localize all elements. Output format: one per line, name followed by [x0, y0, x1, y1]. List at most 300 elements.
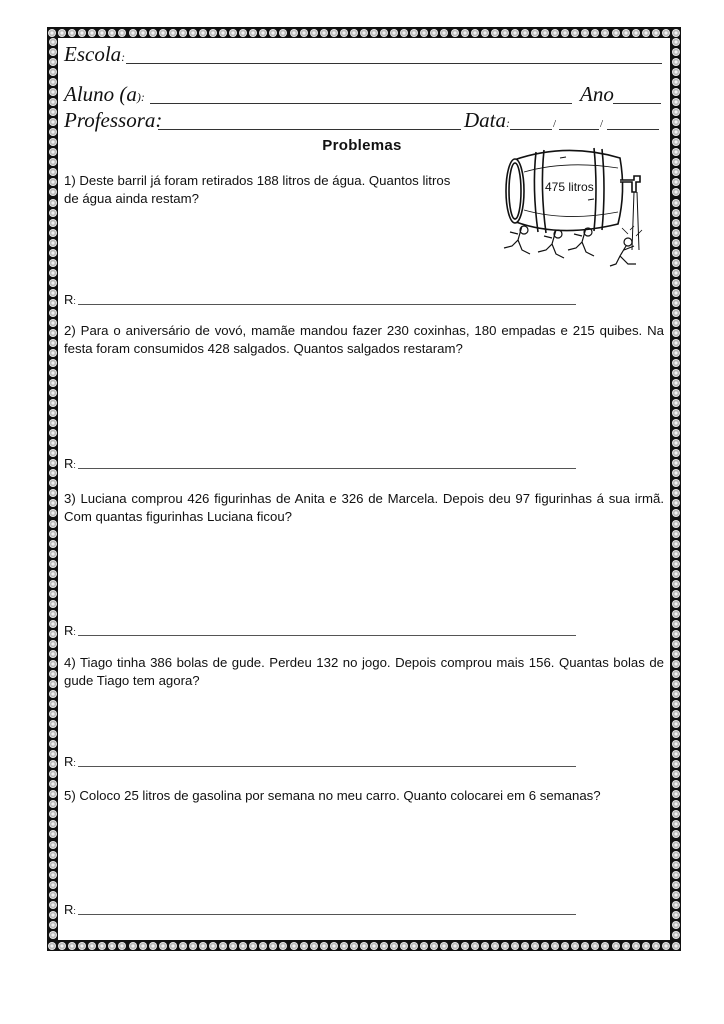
flower-icon — [49, 269, 57, 277]
flower-icon — [49, 339, 57, 347]
flower-icon — [229, 29, 237, 37]
flower-icon — [440, 29, 448, 37]
date-separator: / — [553, 118, 557, 130]
flower-icon — [471, 29, 479, 37]
flower-icon — [672, 590, 680, 598]
flower-icon — [49, 750, 57, 758]
flower-icon — [672, 620, 680, 628]
flower-icon — [58, 942, 66, 950]
answer-line[interactable] — [78, 304, 576, 305]
flower-icon — [672, 78, 680, 86]
flower-icon — [320, 942, 328, 950]
flower-icon — [672, 760, 680, 768]
flower-icon — [672, 329, 680, 337]
year-field[interactable] — [613, 103, 661, 104]
flower-icon — [330, 29, 338, 37]
flower-icon — [199, 29, 207, 37]
flower-icon — [49, 901, 57, 909]
flower-icon — [672, 600, 680, 608]
flower-icon — [451, 29, 459, 37]
answer-line[interactable] — [78, 635, 576, 636]
flower-icon — [49, 419, 57, 427]
flower-icon — [189, 942, 197, 950]
answer-label: R: — [64, 623, 76, 638]
answer-line[interactable] — [78, 914, 576, 915]
date-month-field[interactable] — [559, 129, 599, 130]
flower-icon — [78, 942, 86, 950]
flower-icon — [129, 29, 137, 37]
flower-icon — [672, 259, 680, 267]
flower-icon — [491, 942, 499, 950]
flower-icon — [672, 229, 680, 237]
flower-icon — [672, 871, 680, 879]
flower-icon — [239, 29, 247, 37]
flower-icon — [149, 942, 157, 950]
flower-icon — [78, 29, 86, 37]
flower-icon — [49, 259, 57, 267]
flower-icon — [370, 942, 378, 950]
flower-icon — [49, 239, 57, 247]
flower-icon — [49, 630, 57, 638]
flower-icon — [672, 29, 680, 37]
flower-icon — [49, 911, 57, 919]
flower-icon — [49, 389, 57, 397]
flower-icon — [49, 88, 57, 96]
flower-icon — [471, 942, 479, 950]
flower-icon — [642, 942, 650, 950]
date-separator: / — [600, 118, 604, 130]
flower-icon — [269, 942, 277, 950]
flower-icon — [49, 219, 57, 227]
flower-icon — [49, 851, 57, 859]
flower-icon — [49, 540, 57, 548]
flower-icon — [199, 942, 207, 950]
flower-icon — [49, 359, 57, 367]
flower-icon — [340, 942, 348, 950]
flower-icon — [672, 439, 680, 447]
flower-icon — [49, 279, 57, 287]
flower-icon — [49, 830, 57, 838]
flower-icon — [169, 29, 177, 37]
flower-icon — [49, 319, 57, 327]
flower-icon — [49, 128, 57, 136]
flower-icon — [49, 38, 57, 46]
flower-icon — [49, 861, 57, 869]
flower-icon — [49, 459, 57, 467]
flower-icon — [622, 29, 630, 37]
flower-icon — [672, 48, 680, 56]
student-field[interactable] — [150, 103, 572, 104]
date-label: Data: — [464, 108, 510, 132]
flower-icon — [49, 409, 57, 417]
flower-icon — [249, 29, 257, 37]
flower-icon — [118, 29, 126, 37]
flower-icon — [601, 29, 609, 37]
flower-icon — [672, 279, 680, 287]
flower-icon — [269, 29, 277, 37]
flower-icon — [672, 841, 680, 849]
question-4: 4) Tiago tinha 386 bolas de gude. Perdeu 132 no jogo. Depois comprou mais 156. Quantas bolas de gude Tiago tem agora? — [64, 655, 664, 688]
flower-icon — [672, 299, 680, 307]
flower-icon — [571, 942, 579, 950]
border-left — [47, 38, 58, 940]
flower-icon — [511, 942, 519, 950]
flower-icon — [410, 29, 418, 37]
flower-icon — [672, 640, 680, 648]
question-5: 5) Coloco 25 litros de gasolina por semana no meu carro. Quanto colocarei em 6 semanas? — [64, 788, 601, 803]
barrel-capacity-label: 475 litros — [545, 180, 594, 194]
flower-icon — [259, 29, 267, 37]
flower-icon — [601, 942, 609, 950]
flower-icon — [360, 29, 368, 37]
flower-icon — [239, 942, 247, 950]
flower-icon — [672, 830, 680, 838]
flower-icon — [360, 942, 368, 950]
flower-icon — [672, 199, 680, 207]
flower-icon — [300, 29, 308, 37]
flower-icon — [672, 820, 680, 828]
flower-icon — [612, 942, 620, 950]
answer-line[interactable] — [78, 468, 576, 469]
flower-icon — [98, 29, 106, 37]
flower-icon — [581, 29, 589, 37]
flower-icon — [49, 670, 57, 678]
flower-icon — [672, 58, 680, 66]
flower-icon — [451, 942, 459, 950]
border-bottom — [47, 940, 681, 951]
flower-icon — [49, 570, 57, 578]
flower-icon — [179, 29, 187, 37]
flower-icon — [511, 29, 519, 37]
flower-icon — [672, 610, 680, 618]
flower-icon — [290, 942, 298, 950]
flower-icon — [219, 29, 227, 37]
flower-icon — [672, 38, 680, 46]
flower-icon — [49, 620, 57, 628]
flower-icon — [672, 670, 680, 678]
flower-icon — [49, 891, 57, 899]
flower-icon — [672, 158, 680, 166]
flower-icon — [672, 550, 680, 558]
flower-icon — [48, 29, 56, 37]
flower-icon — [672, 88, 680, 96]
flower-icon — [672, 750, 680, 758]
flower-icon — [49, 700, 57, 708]
flower-icon — [49, 820, 57, 828]
flower-icon — [521, 29, 529, 37]
flower-icon — [49, 841, 57, 849]
date-day-field[interactable] — [510, 129, 552, 130]
flower-icon — [49, 188, 57, 196]
flower-icon — [672, 108, 680, 116]
flower-icon — [219, 942, 227, 950]
flower-icon — [632, 29, 640, 37]
flower-icon — [249, 942, 257, 950]
flower-icon — [49, 289, 57, 297]
flower-icon — [612, 29, 620, 37]
flower-icon — [49, 349, 57, 357]
flower-icon — [440, 942, 448, 950]
answer-label: R: — [64, 456, 76, 471]
flower-icon — [159, 942, 167, 950]
flower-icon — [672, 931, 680, 939]
flower-icon — [430, 29, 438, 37]
flower-icon — [672, 540, 680, 548]
flower-icon — [49, 229, 57, 237]
answer-label: R: — [64, 292, 76, 307]
flower-icon — [400, 29, 408, 37]
flower-icon — [49, 479, 57, 487]
flower-icon — [49, 680, 57, 688]
flower-icon — [49, 730, 57, 738]
question-3: 3) Luciana comprou 426 figurinhas de Anita e 326 de Marcela. Depois deu 97 figurinhas á sua irmã. Com quantas figurinhas Luciana ficou? — [64, 491, 664, 524]
flower-icon — [49, 600, 57, 608]
flower-icon — [330, 942, 338, 950]
flower-icon — [531, 942, 539, 950]
flower-icon — [672, 369, 680, 377]
flower-icon — [672, 891, 680, 899]
school-field[interactable] — [126, 63, 662, 64]
flower-icon — [259, 942, 267, 950]
flower-icon — [672, 188, 680, 196]
flower-icon — [531, 29, 539, 37]
barrel-illustration — [500, 138, 664, 278]
flower-icon — [49, 158, 57, 166]
flower-icon — [49, 309, 57, 317]
flower-icon — [88, 942, 96, 950]
flower-icon — [108, 29, 116, 37]
flower-icon — [672, 942, 680, 950]
flower-icon — [662, 29, 670, 37]
flower-icon — [49, 439, 57, 447]
flower-icon — [49, 469, 57, 477]
flower-icon — [49, 931, 57, 939]
flower-icon — [279, 29, 287, 37]
flower-icon — [49, 209, 57, 217]
flower-icon — [672, 720, 680, 728]
flower-icon — [672, 911, 680, 919]
flower-icon — [98, 942, 106, 950]
flower-icon — [58, 29, 66, 37]
flower-icon — [350, 942, 358, 950]
flower-icon — [310, 29, 318, 37]
flower-icon — [672, 509, 680, 517]
flower-icon — [591, 29, 599, 37]
flower-icon — [672, 690, 680, 698]
flower-icon — [672, 570, 680, 578]
flower-icon — [672, 168, 680, 176]
flower-icon — [672, 399, 680, 407]
flower-icon — [430, 942, 438, 950]
flower-icon — [561, 942, 569, 950]
flower-icon — [179, 942, 187, 950]
flower-icon — [49, 740, 57, 748]
flower-icon — [571, 29, 579, 37]
flower-icon — [49, 520, 57, 528]
flower-icon — [672, 128, 680, 136]
flower-icon — [652, 942, 660, 950]
flower-icon — [541, 29, 549, 37]
flower-icon — [672, 68, 680, 76]
flower-icon — [672, 881, 680, 889]
flower-icon — [49, 68, 57, 76]
student-label: Aluno (a): — [64, 82, 145, 106]
flower-icon — [581, 942, 589, 950]
teacher-label: Professora: — [64, 108, 163, 132]
flower-icon — [672, 710, 680, 718]
flower-icon — [49, 650, 57, 658]
flower-icon — [672, 239, 680, 247]
flower-icon — [672, 530, 680, 538]
flower-icon — [49, 760, 57, 768]
flower-icon — [672, 449, 680, 457]
flower-icon — [49, 379, 57, 387]
flower-icon — [209, 942, 217, 950]
flower-icon — [49, 800, 57, 808]
answer-line[interactable] — [78, 766, 576, 767]
border-top — [47, 27, 681, 38]
flower-icon — [672, 770, 680, 778]
flower-icon — [49, 78, 57, 86]
flower-icon — [68, 942, 76, 950]
flower-icon — [49, 329, 57, 337]
flower-icon — [672, 680, 680, 688]
flower-icon — [49, 770, 57, 778]
flower-icon — [49, 881, 57, 889]
flower-icon — [49, 449, 57, 457]
flower-icon — [49, 98, 57, 106]
flower-icon — [229, 942, 237, 950]
teacher-field[interactable] — [158, 129, 461, 130]
flower-icon — [672, 339, 680, 347]
flower-icon — [501, 29, 509, 37]
flower-icon — [390, 29, 398, 37]
flower-icon — [672, 479, 680, 487]
flower-icon — [672, 499, 680, 507]
flower-icon — [350, 29, 358, 37]
flower-icon — [49, 640, 57, 648]
flower-icon — [672, 700, 680, 708]
flower-icon — [49, 299, 57, 307]
flower-icon — [541, 942, 549, 950]
flower-icon — [672, 790, 680, 798]
flower-icon — [49, 108, 57, 116]
flower-icon — [672, 459, 680, 467]
flower-icon — [672, 209, 680, 217]
flower-icon — [49, 610, 57, 618]
flower-icon — [551, 29, 559, 37]
flower-icon — [49, 660, 57, 668]
flower-icon — [672, 520, 680, 528]
flower-icon — [491, 29, 499, 37]
flower-icon — [49, 720, 57, 728]
flower-icon — [672, 650, 680, 658]
flower-icon — [672, 730, 680, 738]
flower-icon — [49, 199, 57, 207]
flower-icon — [49, 580, 57, 588]
flower-icon — [49, 790, 57, 798]
flower-icon — [672, 901, 680, 909]
flower-icon — [551, 942, 559, 950]
flower-icon — [49, 58, 57, 66]
flower-icon — [49, 871, 57, 879]
flower-icon — [672, 249, 680, 257]
flower-icon — [481, 942, 489, 950]
flower-icon — [672, 359, 680, 367]
flower-icon — [49, 178, 57, 186]
flower-icon — [672, 309, 680, 317]
border-right — [670, 38, 681, 940]
flower-icon — [672, 349, 680, 357]
flower-icon — [380, 29, 388, 37]
flower-icon — [672, 178, 680, 186]
flower-icon — [672, 469, 680, 477]
flower-icon — [420, 29, 428, 37]
flower-icon — [48, 942, 56, 950]
flower-icon — [49, 118, 57, 126]
flower-icon — [672, 861, 680, 869]
flower-icon — [49, 48, 57, 56]
question-1: 1) Deste barril já foram retirados 188 litros de água. Quantos litros de água ainda restam? — [64, 173, 451, 206]
flower-icon — [400, 942, 408, 950]
flower-icon — [49, 399, 57, 407]
flower-icon — [461, 942, 469, 950]
question-2: 2) Para o aniversário de vovó, mamãe mandou fazer 230 coxinhas, 180 empadas e 215 quibes. Na festa foram consumidos 428 salgados. Quantos salgados restaram? — [64, 323, 664, 356]
flower-icon — [672, 98, 680, 106]
flower-icon — [149, 29, 157, 37]
flower-icon — [622, 942, 630, 950]
flower-icon — [672, 219, 680, 227]
flower-icon — [672, 269, 680, 277]
flower-icon — [672, 810, 680, 818]
flower-icon — [108, 942, 116, 950]
flower-icon — [672, 780, 680, 788]
flower-icon — [672, 409, 680, 417]
flower-icon — [380, 942, 388, 950]
flower-icon — [370, 29, 378, 37]
flower-icon — [139, 29, 147, 37]
flower-icon — [159, 29, 167, 37]
flower-icon — [672, 921, 680, 929]
date-year-field[interactable] — [607, 129, 659, 130]
flower-icon — [561, 29, 569, 37]
flower-icon — [49, 249, 57, 257]
flower-icon — [118, 942, 126, 950]
flower-icon — [672, 379, 680, 387]
flower-icon — [49, 810, 57, 818]
flower-icon — [49, 921, 57, 929]
flower-icon — [49, 710, 57, 718]
flower-icon — [49, 780, 57, 788]
flower-icon — [189, 29, 197, 37]
flower-icon — [279, 942, 287, 950]
flower-icon — [501, 942, 509, 950]
answer-label: R: — [64, 754, 76, 769]
flower-icon — [290, 29, 298, 37]
flower-icon — [642, 29, 650, 37]
flower-icon — [49, 590, 57, 598]
answer-label: R: — [64, 902, 76, 917]
flower-icon — [420, 942, 428, 950]
flower-icon — [129, 942, 137, 950]
flower-icon — [632, 942, 640, 950]
flower-icon — [310, 942, 318, 950]
flower-icon — [672, 851, 680, 859]
flower-icon — [410, 942, 418, 950]
flower-icon — [68, 29, 76, 37]
flower-icon — [672, 289, 680, 297]
school-label: Escola: — [64, 42, 126, 66]
